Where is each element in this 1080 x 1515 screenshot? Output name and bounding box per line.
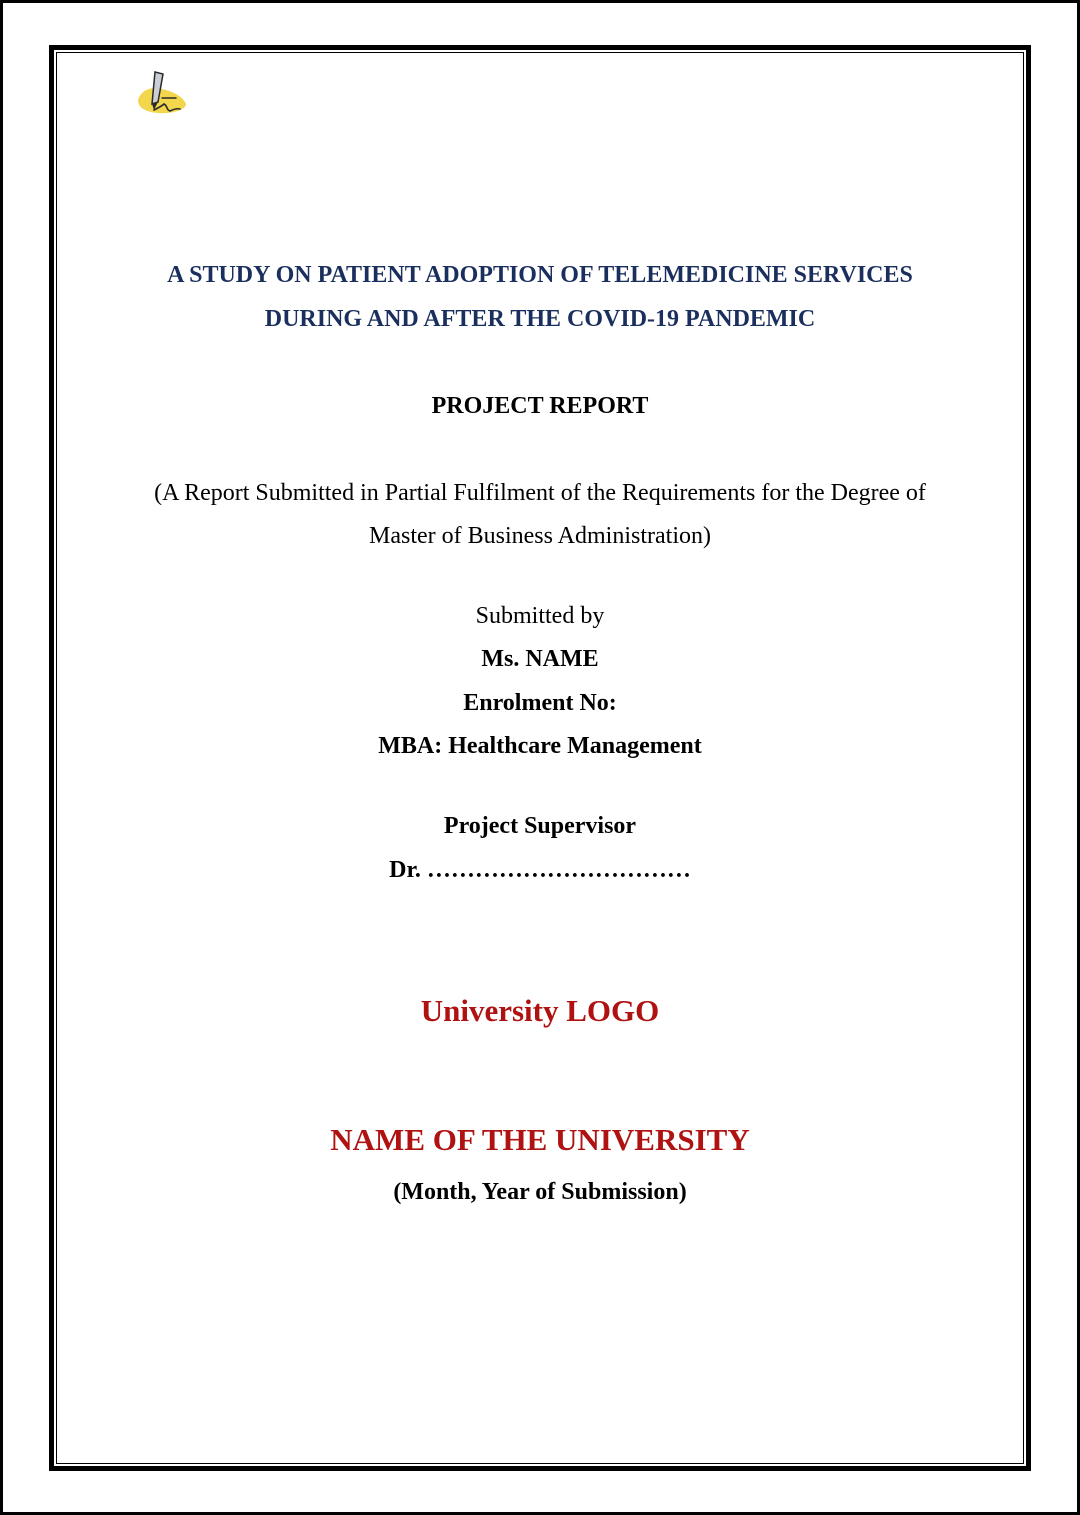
supervisor-label: Project Supervisor	[443, 813, 637, 839]
submission-note-line-2: Master of Business Administration)	[369, 523, 711, 549]
university-logo-placeholder: University LOGO	[420, 993, 660, 1028]
report-type: PROJECT REPORT	[431, 393, 649, 419]
submission-date: (Month, Year of Submission)	[393, 1179, 687, 1205]
student-name: Ms. NAME	[481, 646, 599, 672]
supervisor-name: Dr. ……………………………	[389, 857, 691, 883]
submitted-by-label: Submitted by	[475, 603, 605, 629]
enrolment-number: Enrolment No:	[463, 690, 617, 716]
title-line-2: DURING AND AFTER THE COVID-19 PANDEMIC	[264, 306, 816, 332]
program-name: MBA: Healthcare Management	[378, 733, 702, 759]
title-line-1: A STUDY ON PATIENT ADOPTION OF TELEMEDICINE SERVICES	[167, 262, 913, 288]
pen-writing-icon	[132, 68, 192, 120]
submission-note-line-1: (A Report Submitted in Partial Fulfilment of the Requirements for the Degree of	[154, 480, 926, 506]
university-name: NAME OF THE UNIVERSITY	[330, 1122, 750, 1157]
